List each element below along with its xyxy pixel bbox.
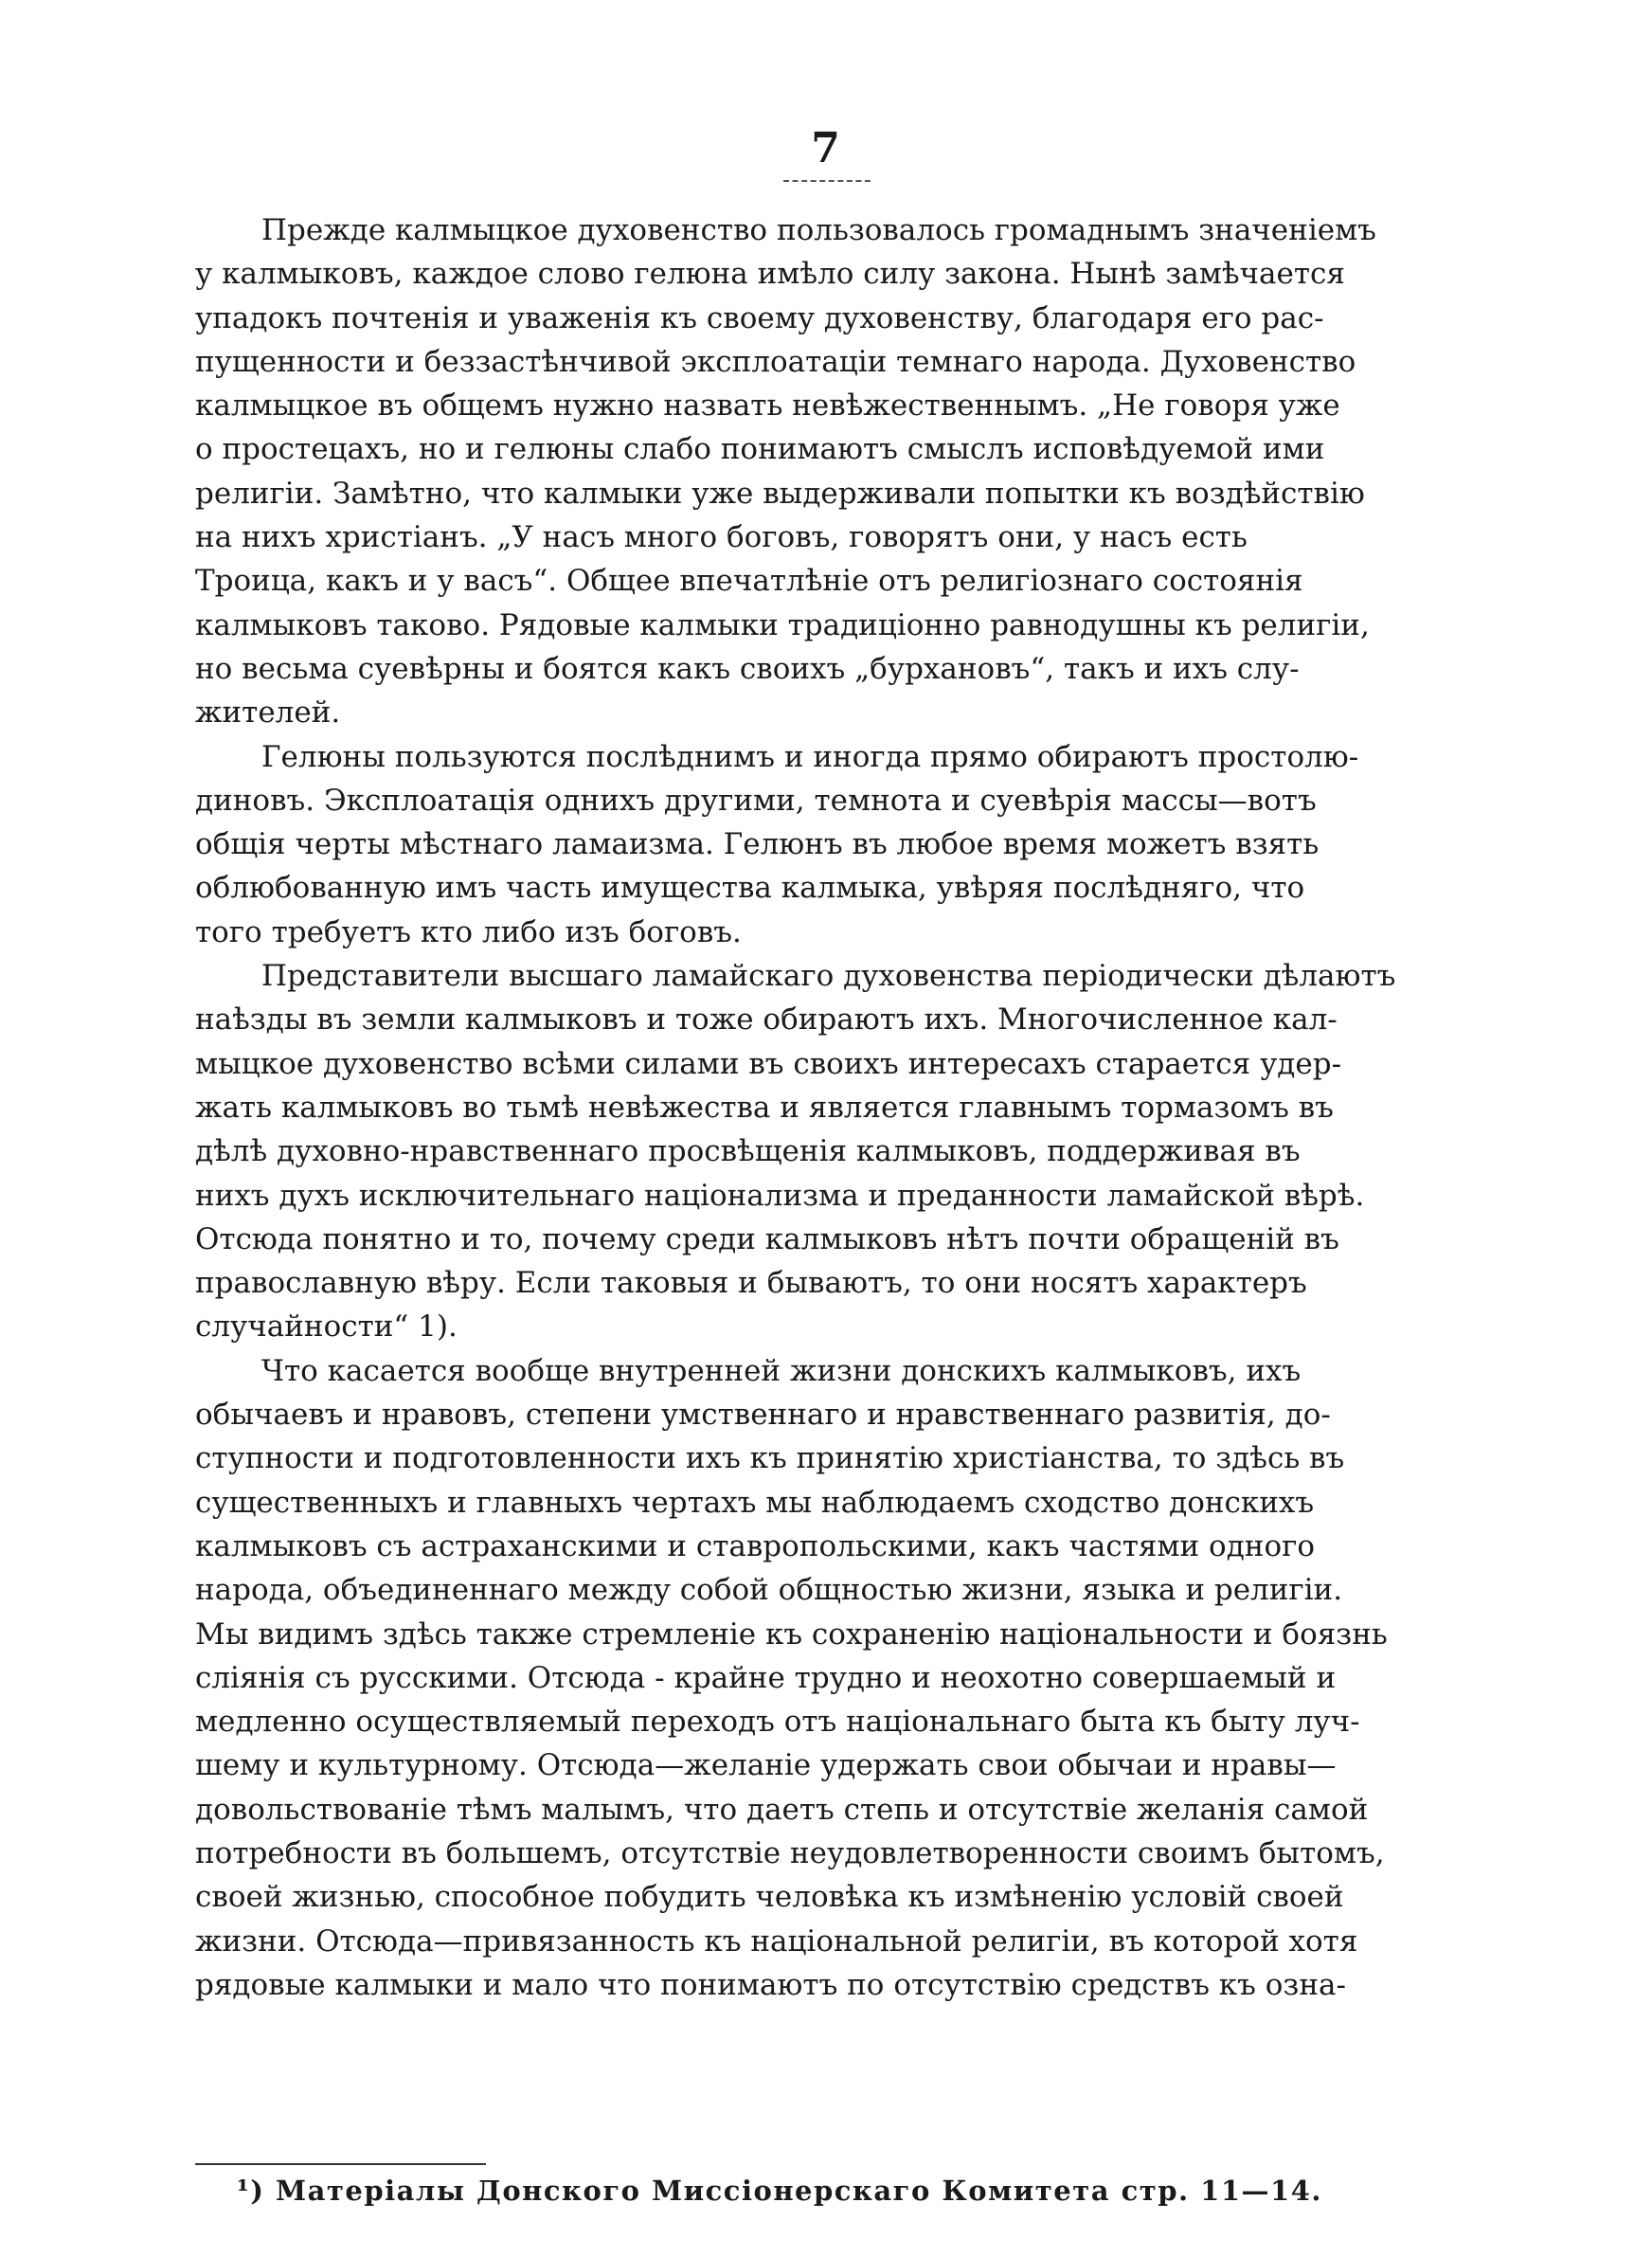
text-line: о простецахъ, но и гелюны слабо понимаютъ смыслъ исповѣдуемой ими [195,432,1325,467]
text-line: того требуетъ кто либо изъ боговъ. [195,914,742,949]
text-line: на нихъ христіанъ. „У насъ много боговъ, говорятъ они, у насъ есть [195,520,1248,555]
text-line: жать калмыковъ во тьмѣ невѣжества и является главнымъ тормазомъ въ [195,1090,1334,1125]
text-line: православную вѣру. Если таковыя и бываютъ, то они носятъ характеръ [195,1266,1307,1301]
footnote-rule [195,2163,486,2165]
text-line: Гелюны пользуются послѣднимъ и иногда прямо обираютъ простолю- [261,739,1359,774]
text-line: упадокъ почтенія и уваженія къ своему духовенству, благодаря его рас- [195,300,1324,335]
page-number: 7 [811,124,841,172]
page-number-rule [783,180,871,182]
text-line: калмыковъ таково. Рядовые калмыки традиціонно равнодушны къ религіи, [195,607,1370,642]
text-line: дѣлѣ духовно-нравственнаго просвѣщенія калмыковъ, поддерживая въ [195,1134,1301,1169]
text-line: довольствованіе тѣмъ малымъ, что даетъ степь и отсутствіе желанія самой [195,1792,1369,1827]
body-text [195,208,1473,2007]
text-line: случайности“ 1). [195,1309,458,1345]
text-line: сліянія съ русскими. Отсюда - крайне трудно и неохотно совершаемый и [195,1660,1337,1695]
text-line: облюбованную имъ часть имущества калмыка, увѣряя послѣдняго, что [195,871,1305,906]
text-line: мыцкое духовенство всѣми силами въ своихъ интересахъ старается удер- [195,1046,1342,1081]
text-line: пущенности и беззастѣнчивой эксплоатаціи темнаго народа. Духовенство [195,344,1356,379]
text-line: Прежде калмыцкое духовенство пользовалось громаднымъ значеніемъ [261,213,1376,247]
text-line: Мы видимъ здѣсь также стремленіе къ сохраненію національности и боязнь [195,1616,1388,1652]
text-line: общія черты мѣстнаго ламаизма. Гелюнъ въ любое время можетъ взять [195,827,1320,862]
text-line: религіи. Замѣтно, что калмыки уже выдерживали попытки къ воздѣйствію [195,476,1365,511]
footnote: ¹) Матеріалы Донского Миссіонерскаго Комитета стр. 11—14. [237,2175,1322,2207]
text-line: но весьма суевѣрны и боятся какъ своихъ „бурхановъ“, такъ и ихъ слу- [195,651,1300,686]
text-line: нихъ духъ исключительнаго націонализма и преданности ламайской вѣрѣ. [195,1178,1365,1213]
text-line: рядовые калмыки и мало что понимаютъ по отсутствію средствъ къ озна- [195,1967,1346,2002]
text-line: обычаевъ и нравовъ, степени умственнаго и нравственнаго развитія, до- [195,1398,1331,1433]
text-line: медленно осуществляемый переходъ отъ національнаго быта къ быту луч- [195,1705,1360,1740]
text-line: калмыковъ съ астраханскими и ставропольскими, какъ частями одного [195,1528,1316,1563]
text-line: ступности и подготовленности ихъ къ принятію христіанства, то здѣсь въ [195,1441,1345,1476]
text-line: жизни. Отсюда—привязанность къ національной религіи, въ которой хотя [195,1923,1358,1959]
text-line: Троица, какъ и у васъ“. Общее впечатлѣніе отъ религіознаго состоянія [195,564,1303,599]
text-line: жителей. [195,695,341,731]
text-line: наѣзды въ земли калмыковъ и тоже обираютъ ихъ. Многочисленное кал- [195,1002,1338,1038]
text-line: у калмыковъ, каждое слово гелюна имѣло силу закона. Нынѣ замѣчается [195,257,1345,292]
text-line: потребности въ большемъ, отсутствіе неудовлетворенности своимъ бытомъ, [195,1835,1385,1870]
text-line: Что касается вообще внутренней жизни донскихъ калмыковъ, ихъ [261,1353,1302,1388]
text-line: калмыцкое въ общемъ нужно назвать невѣжественнымъ. „Не говоря уже [195,388,1340,424]
text-line: шему и культурному. Отсюда—желаніе удержать свои обычаи и нравы— [195,1748,1337,1783]
text-line: Представители высшаго ламайскаго духовенства періодически дѣлаютъ [261,959,1396,994]
text-line: народа, объединеннаго между собой общностью жизни, языка и религіи. [195,1573,1343,1608]
text-line: существенныхъ и главныхъ чертахъ мы наблюдаемъ сходство донскихъ [195,1485,1315,1520]
text-line: диновъ. Эксплоатація однихъ другими, темнота и суевѣрія массы—вотъ [195,783,1317,818]
text-line: своей жизнью, способное побудить человѣка къ измѣненію условій своей [195,1880,1344,1915]
text-line: Отсюда понятно и то, почему среди калмыковъ нѣтъ почти обращеній въ [195,1221,1339,1256]
